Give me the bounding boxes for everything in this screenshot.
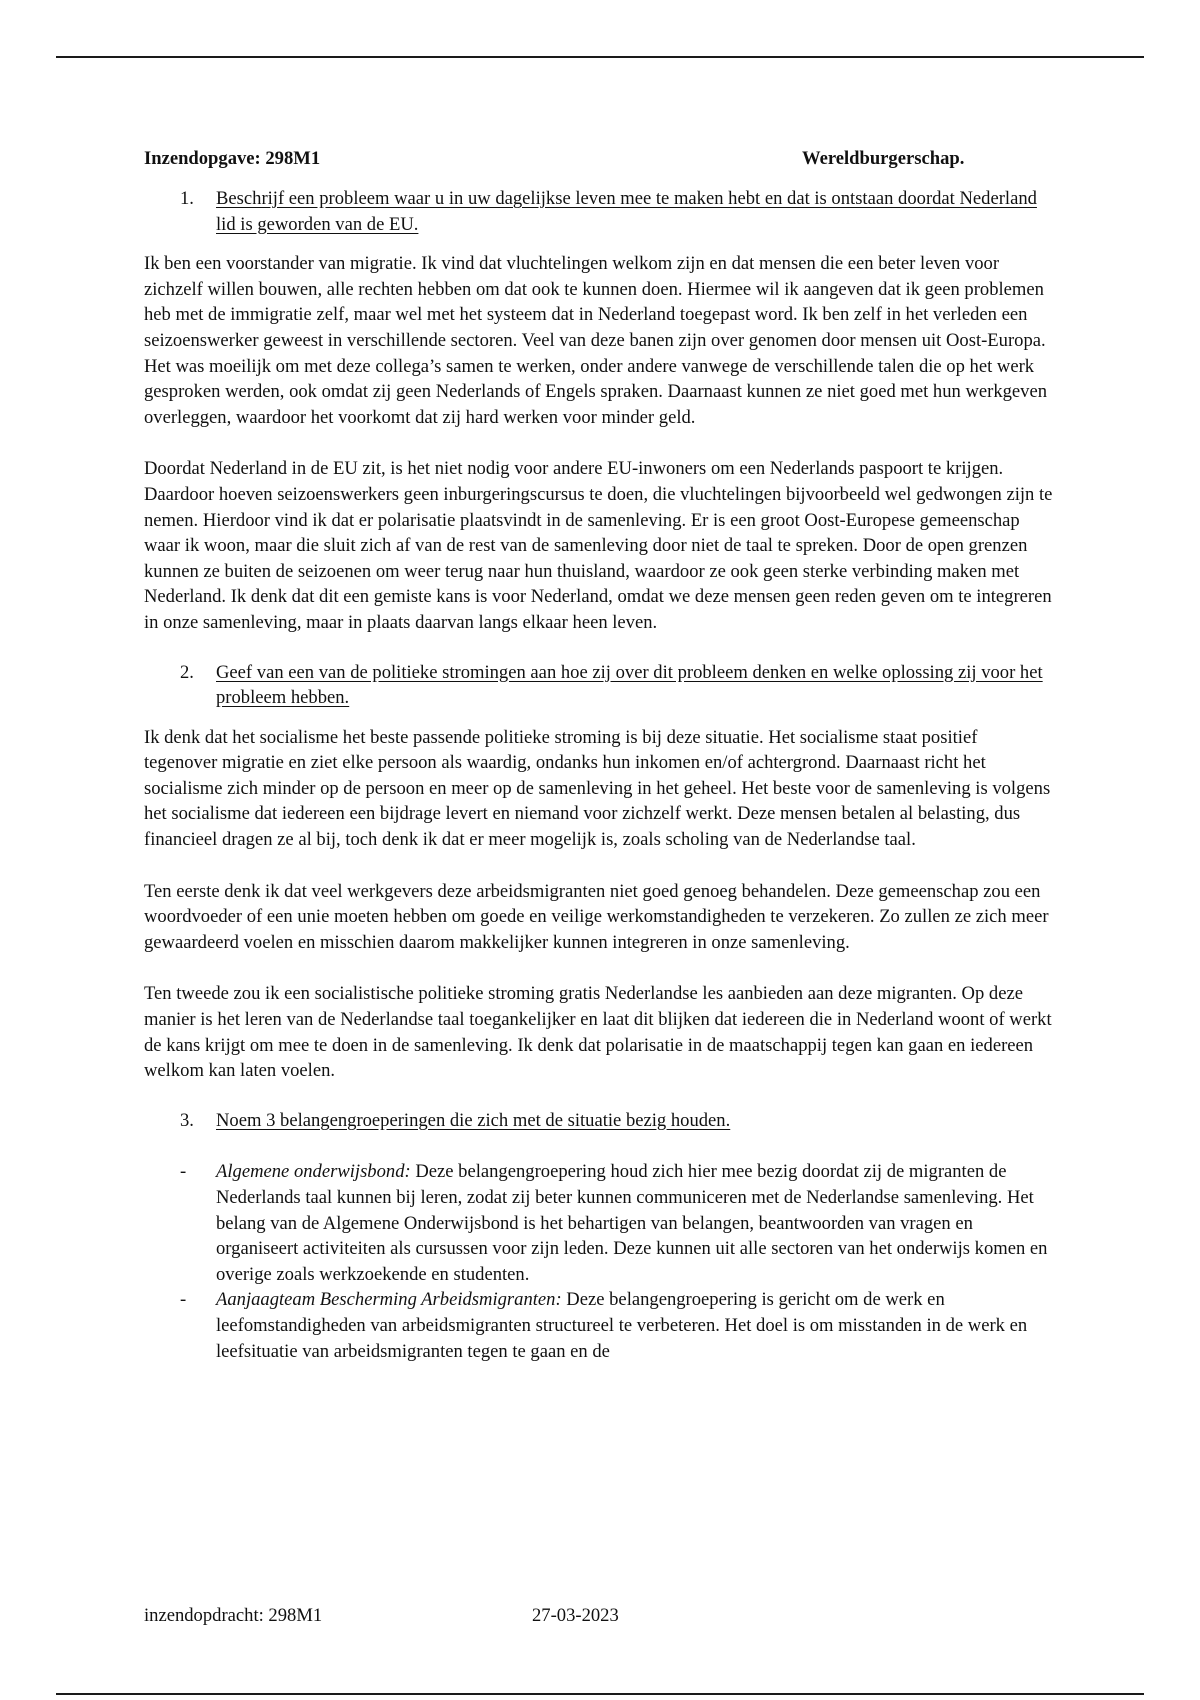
bullet-dash: - bbox=[180, 1161, 187, 1183]
organization-description: Deze belangengroepering houd zich hier mee bezig doordat zij de migranten de Nederlands taal kunnen bij leren, zodat zij beter kunnen communiceren met de Nederlandse samenleving. Het belang van de Algemene Onderwijsbond is het behartigen van belangen, beantwoorden van vragen en organiseert activiteiten als cursussen voor zijn leden. Deze kunnen uit alle sectoren van het onderwijs komen en overige zoals werkzoekende en studenten. bbox=[216, 1161, 1048, 1285]
answer-2-paragraph-2: Ten eerste denk ik dat veel werkgevers deze arbeidsmigranten niet goed genoeg behandelen. Deze gemeenschap zou een woordvoeder of een unie moeten hebben om goede en veilige werkomstandigheden te verzekeren. Zo zullen ze zich meer gewaardeerd voelen en misschien daarom makkelijker kunnen integreren in onze samenleving. bbox=[144, 880, 1049, 953]
document-footer bbox=[144, 1605, 844, 1631]
document-header bbox=[144, 146, 1054, 172]
question-3 bbox=[144, 1108, 1054, 1134]
top-rule bbox=[56, 56, 1144, 58]
question-number: 1. bbox=[180, 188, 194, 209]
footer-assignment-code: inzendopdracht: 298M1 bbox=[144, 1605, 323, 1626]
question-text: Geef van een van de politieke stromingen aan hoe zij over dit probleem denken en welke oplossing zij voor het probleem hebben. bbox=[216, 661, 1043, 709]
organization-name: Aanjaagteam Bescherming Arbeidsmigranten: bbox=[216, 1289, 562, 1311]
question-1 bbox=[144, 186, 1054, 237]
question-number: 2. bbox=[180, 661, 194, 683]
organization-name: Algemene onderwijsbond: bbox=[216, 1161, 411, 1183]
answer-1-paragraph-2: Doordat Nederland in de EU zit, is het niet nodig voor andere EU-inwoners om een Nederlands paspoort te krijgen. Daardoor hoeven seizoenswerkers geen inburgeringscursus te doen, die vluchtelingen bijvoorbeeld wel gedwongen zijn te nemen. Hierdoor vind ik dat er polarisatie plaatsvindt in de samenleving. Er is een groot Oost-Europese gemeenschap waar ik woon, maar die sluit zich af van de rest van de samenleving door niet de taal te spreken. Door de open grenzen kunnen ze buiten de seizoenen om weer terug naar hun thuisland, waardoor ze ook geen sterke verbinding maken met Nederland. Ik denk dat dit een gemiste kans is voor Nederland, omdat we deze mensen geen reden geven om te integreren in onze samenleving, maar in plaats daarvan langs elkaar heen leven. bbox=[144, 458, 1053, 633]
answer-2-paragraph-1: Ik denk dat het socialisme het beste passende politieke stroming is bij deze situatie. Het socialisme staat positief tegenover migratie en ziet elke persoon als waardig, ondanks hun inkomen en/of achtergrond. Daarnaast richt het socialisme zich minder op de persoon en meer op de samenleving in het geheel. Het beste voor de samenleving is volgens het socialisme dat iedereen een bijdrage levert en niemand voor zichzelf werkt. Deze mensen betalen al belasting, dus financieel dragen ze al bij, toch denk ik dat er meer mogelijk is, zoals scholing van de Nederlandse taal. bbox=[144, 726, 1051, 851]
answer-2-paragraph-3: Ten tweede zou ik een socialistische politieke stroming gratis Nederlandse les aanbieden aan deze migranten. Op deze manier is het leren van de Nederlandse taal toegankelijker en laat dit blijken dat iedereen die in Nederland woont of werkt de kans krijgt om mee te doen in de samenleving. Ik denk dat polarisatie in de maatschappij tegen kan gaan en iedereen welkom kan laten voelen. bbox=[144, 983, 1052, 1082]
answer-1-paragraph-1: Ik ben een voorstander van migratie. Ik vind dat vluchtelingen welkom zijn en dat mensen die een beter leven voor zichzelf willen bouwen, alle rechten hebben om dat ook te kunnen doen. Hiermee wil ik aangeven dat ik geen problemen heb met de immigratie zelf, maar wel met het systeem dat in Nederland toegepast word. Ik ben zelf in het verleden een seizoenswerker geweest in verschillende sectoren. Veel van deze banen zijn over genomen door mensen uit Oost-Europa. Het was moeilijk om met deze collega’s samen te werken, onder andere vanwege de verschillende talen die op het werk gesproken werden, ook omdat zij geen Nederlands of Engels spraken. Daarnaast kunnen ze niet goed met hun werkgeven overleggen, waardoor het voorkomt dat zij hard werken voor minder geld. bbox=[144, 253, 1048, 428]
document-page bbox=[144, 146, 1054, 1364]
question-number: 3. bbox=[180, 1109, 194, 1131]
footer-date: 27-03-2023 bbox=[532, 1605, 619, 1626]
bullet-dash: - bbox=[180, 1289, 187, 1311]
list-item-algemene-onderwijsbond bbox=[144, 1159, 1054, 1287]
question-2 bbox=[144, 660, 1054, 711]
list-item-aanjaagteam bbox=[144, 1287, 1054, 1364]
question-text: Beschrijf een probleem waar u in uw dagelijkse leven mee te maken hebt en dat is ontstaan doordat Nederland lid is geworden van de EU. bbox=[216, 188, 1037, 235]
assignment-code: Inzendopgave: 298M1 bbox=[144, 148, 321, 169]
organization-description: Deze belangengroepering is gericht om de werk en leefomstandigheden van arbeidsmigranten structureel te verbeteren. Het doel is om misstanden in de werk en leefsituatie van arbeidsmigranten tegen te gaan en de bbox=[216, 1289, 1028, 1362]
question-text: Noem 3 belangengroeperingen die zich met de situatie bezig houden. bbox=[216, 1109, 731, 1131]
bottom-rule bbox=[56, 1693, 1144, 1695]
subject-title: Wereldburgerschap. bbox=[802, 148, 965, 169]
